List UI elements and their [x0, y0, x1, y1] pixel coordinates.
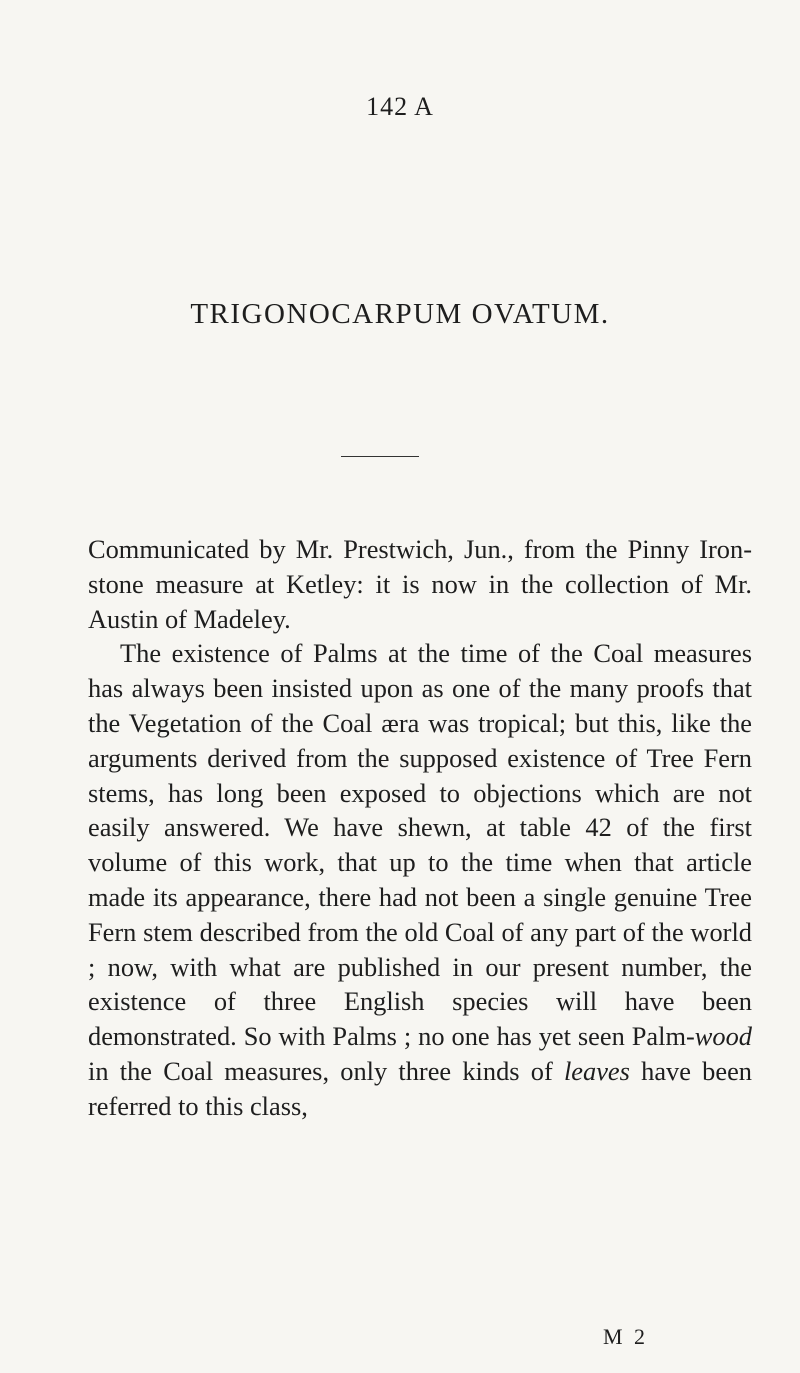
paragraph-palms-text-1: The existence of Palms at the time of the Coal measures has always been insisted upon as one of the many proofs that the Vegetation of the Coal æra was tropical; but this, like the arguments derived from the supposed existence of Tree Fern stems, has long been exposed to objections which are not easily answered. We have shewn, at table 42 of the first volume of this work, that up to the time when that article made its appearance, there had not been a single genuine Tree Fern stem described from the old Coal of any part of the world ; now, with what are published in our present number, the existence of three English species will have been demonstrated. So with Palms ; no one has yet seen Palm-	[88, 638, 752, 1052]
page-number: 142 A	[366, 92, 434, 121]
title-divider	[341, 456, 419, 457]
paragraph-palms-text-2: in the Coal measures, only three kinds of	[88, 1055, 564, 1086]
paragraph-palms-text-3: have been referred to this class,	[88, 1055, 752, 1121]
emphasis-leaves: leaves	[563, 1055, 630, 1086]
paragraph-communication: Communicated by Mr. Prestwich, Jun., from the Pinny Iron-stone measure at Ketley: it is now in the collection of Mr. Austin of Madeley.	[88, 534, 752, 634]
article-body	[88, 532, 752, 1124]
signature-mark: M 2	[603, 1324, 649, 1349]
article-title: TRIGONOCARPUM OVATUM.	[190, 298, 610, 330]
paragraph-palms	[88, 636, 752, 1123]
emphasis-wood: wood	[694, 1021, 752, 1052]
